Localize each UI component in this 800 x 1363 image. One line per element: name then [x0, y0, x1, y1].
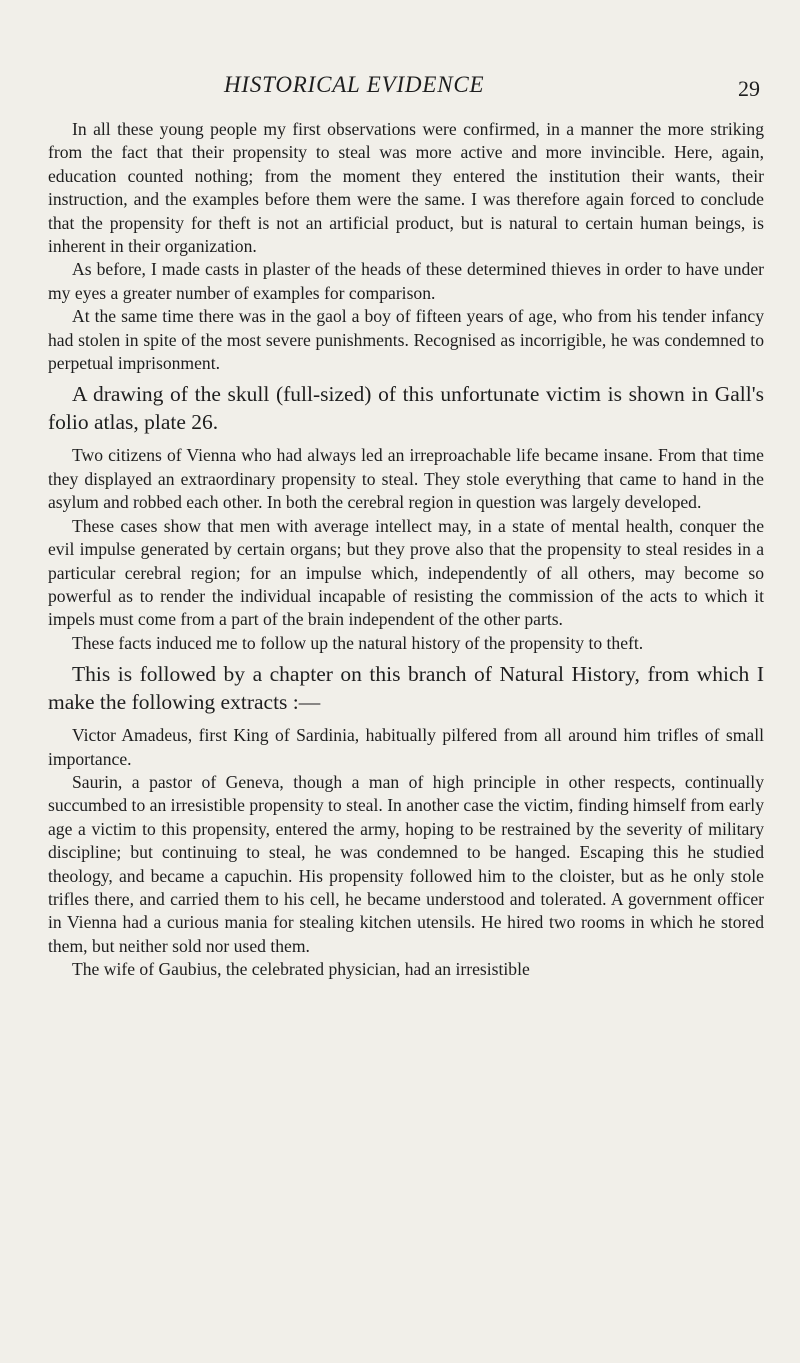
paragraph-cases-show: These cases show that men with average intellect may, in a state of mental health, conquer the evil impulse generated by certain organs; but they prove also that the propensity to steal resides in a particular cerebral region; for an impulse which, independently of all others, may become so powerful as to render the individual incapable of resisting the commission of the acts to which it impels must come from a part of the brain independent of the other parts.	[48, 515, 764, 630]
paragraph-victor-amadeus: Victor Amadeus, first King of Sardinia, habitually pilfered from all around him trifles of small importance.	[48, 725, 764, 769]
running-head	[48, 72, 764, 112]
paragraph-vienna-citizens: Two citizens of Vienna who had always led an irreproachable life became insane. From that time they displayed an extraordinary propensity to steal. They stole everything that came to hand in the asylum and robbed each other. In both the cerebral region in question was largely developed.	[48, 445, 764, 513]
paragraph-saurin: Saurin, a pastor of Geneva, though a man of high principle in other respects, continually succumbed to an irresistible propensity to steal. In another case the victim, finding himself from early age a victim to this propensity, entered the army, hoping to be restrained by the severity of military discipline; but continuing to steal, he was condemned to be hanged. Escaping this he studied theology, and became a capuchin. His propensity followed him to the cloister, but as he only stole trifles there, and carried them to his cell, he became understood and tolerated. A government officer in Vienna had a curious mania for stealing kitchen utensils. He hired two rooms in which he stored them, but neither sold nor used them.	[48, 771, 764, 956]
paragraph-plaster-casts: As before, I made casts in plaster of the heads of these determined thieves in order to have under my eyes a greater number of examples for comparison.	[48, 259, 764, 303]
paragraph-observations-confirmed: In all these young people my first observations were confirmed, in a manner the more striking from the fact that their propensity to steal was more active and more invincible. Here, again, education counted nothing; from the moment they entered the institution their wants, their instruction, and the examples before them were the same. I was therefore again forced to conclude that the propensity for theft is not an artificial product, but is natural to certain human beings, is inherent in their organization.	[48, 119, 764, 257]
paragraph-natural-history: These facts induced me to follow up the natural history of the propensity to theft.	[72, 632, 644, 653]
running-title: HISTORICAL EVIDENCE	[224, 72, 485, 97]
page-number: 29	[738, 76, 760, 101]
paragraph-gaol-boy: At the same time there was in the gaol a boy of fifteen years of age, who from his tender infancy had stolen in spite of the most severe punishments. Recognised as incorrigible, he was condemned to perpetual imprisonment.	[48, 306, 764, 374]
paragraph-chapter-extracts: This is followed by a chapter on this branch of Natural History, from which I make the following extracts :—	[48, 662, 764, 714]
paragraph-gaubius: The wife of Gaubius, the celebrated physician, had an irresistible	[72, 959, 530, 980]
page-body	[48, 118, 764, 982]
paragraph-skull-drawing: A drawing of the skull (full-sized) of this unfortunate victim is shown in Gall's folio atlas, plate 26.	[48, 382, 764, 434]
